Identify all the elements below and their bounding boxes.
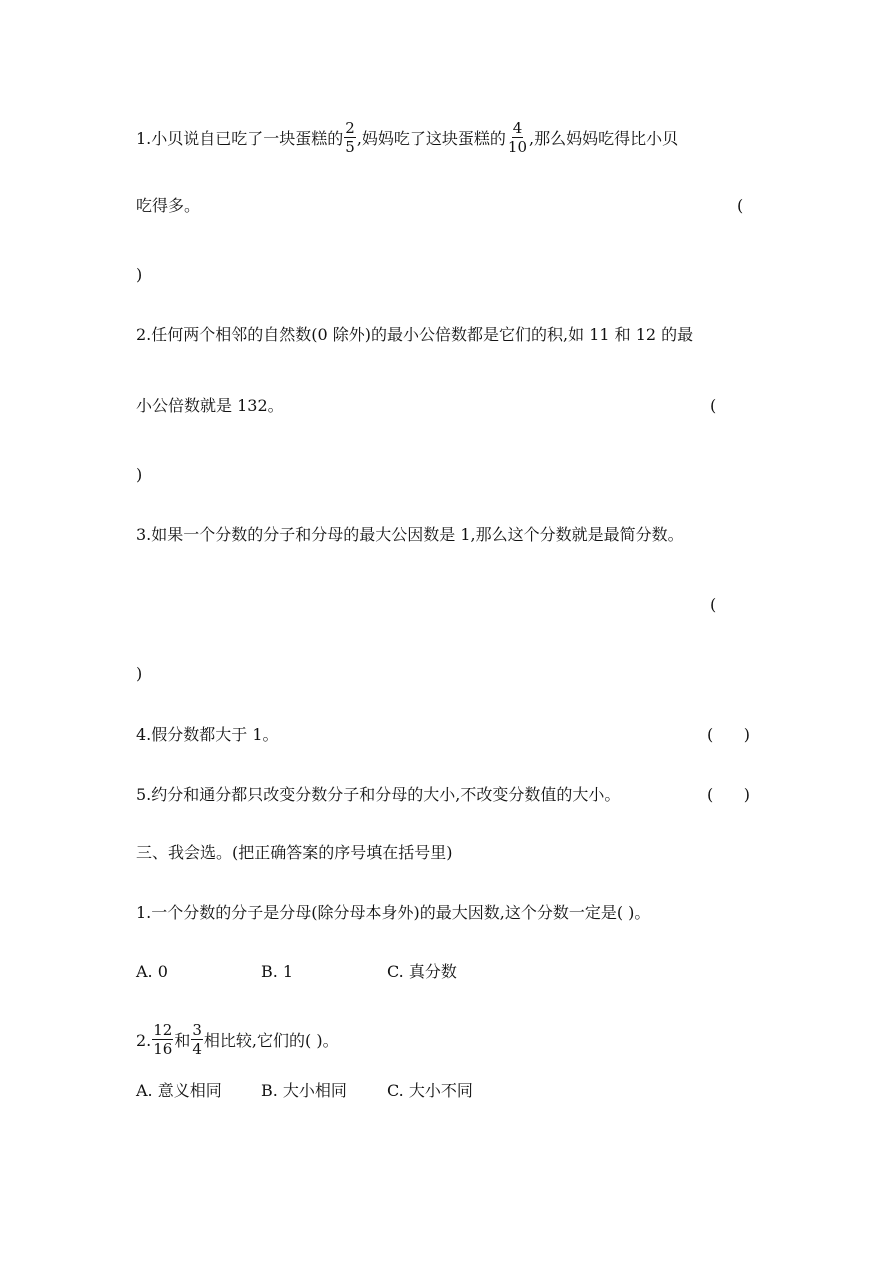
answer-paren-open[interactable]: (	[710, 396, 717, 415]
fraction-numerator: 2	[345, 119, 355, 137]
answer-paren-close: )	[136, 664, 143, 683]
tf-question-3-line-1: 3.如果一个分数的分子和分母的最大公因数是 1,那么这个分数就是最简分数。	[136, 525, 684, 544]
answer-paren-open[interactable]: (	[710, 595, 717, 614]
tf-question-1-line-2: 吃得多。	[136, 196, 201, 215]
tf-question-1-line-1	[136, 119, 679, 157]
choice-option-c[interactable]: C. 真分数	[387, 962, 457, 981]
tf-q1-text-part-1: 1.小贝说自已吃了一块蛋糕的	[136, 129, 344, 149]
fraction-numerator: 12	[153, 1021, 173, 1039]
fraction-denominator: 16	[153, 1040, 173, 1059]
choice-question-2	[136, 1021, 339, 1059]
fraction-denominator: 5	[345, 138, 355, 157]
choice-option-a[interactable]: A. 0	[136, 962, 168, 981]
tf-question-2-line-1: 2.任何两个相邻的自然数(0 除外)的最小公倍数都是它们的积,如 11 和 12 的最	[136, 325, 694, 344]
choice-option-c[interactable]: C. 大小不同	[387, 1081, 473, 1100]
tf-question-2-line-2: 小公倍数就是 132。	[136, 396, 284, 415]
fraction-numerator: 4	[512, 119, 523, 137]
fraction-denominator: 4	[192, 1040, 202, 1059]
fraction-3-4	[191, 1022, 203, 1057]
choice-option-b[interactable]: B. 大小相同	[261, 1081, 347, 1100]
choice-option-a[interactable]: A. 意义相同	[136, 1081, 222, 1100]
tf-q1-text-part-2: ,妈妈吃了这块蛋糕的	[356, 129, 506, 149]
question-suffix: 相比较,它们的( )。	[203, 1031, 339, 1051]
fraction-denominator: 10	[507, 138, 528, 157]
question-connector: 和	[174, 1031, 191, 1051]
answer-paren[interactable]: ( )	[707, 725, 750, 744]
choice-option-b[interactable]: B. 1	[261, 962, 294, 981]
answer-paren-close: )	[136, 465, 143, 484]
choice-question-1: 1.一个分数的分子是分母(除分母本身外)的最大因数,这个分数一定是( )。	[136, 903, 651, 922]
answer-paren-open[interactable]: (	[737, 196, 744, 215]
fraction-4-10	[507, 120, 528, 155]
answer-paren-close: )	[136, 265, 143, 284]
fraction-12-16	[152, 1022, 173, 1057]
fraction-numerator: 3	[192, 1021, 202, 1039]
question-number: 2.	[136, 1031, 152, 1051]
answer-paren[interactable]: ( )	[707, 785, 750, 804]
fraction-2-5	[344, 120, 356, 155]
section-heading: 三、我会选。(把正确答案的序号填在括号里)	[136, 843, 453, 862]
tf-q1-text-part-3: ,那么妈妈吃得比小贝	[529, 129, 679, 149]
tf-question-4: 4.假分数都大于 1。	[136, 725, 279, 744]
tf-question-5: 5.约分和通分都只改变分数分子和分母的大小,不改变分数值的大小。	[136, 785, 621, 804]
